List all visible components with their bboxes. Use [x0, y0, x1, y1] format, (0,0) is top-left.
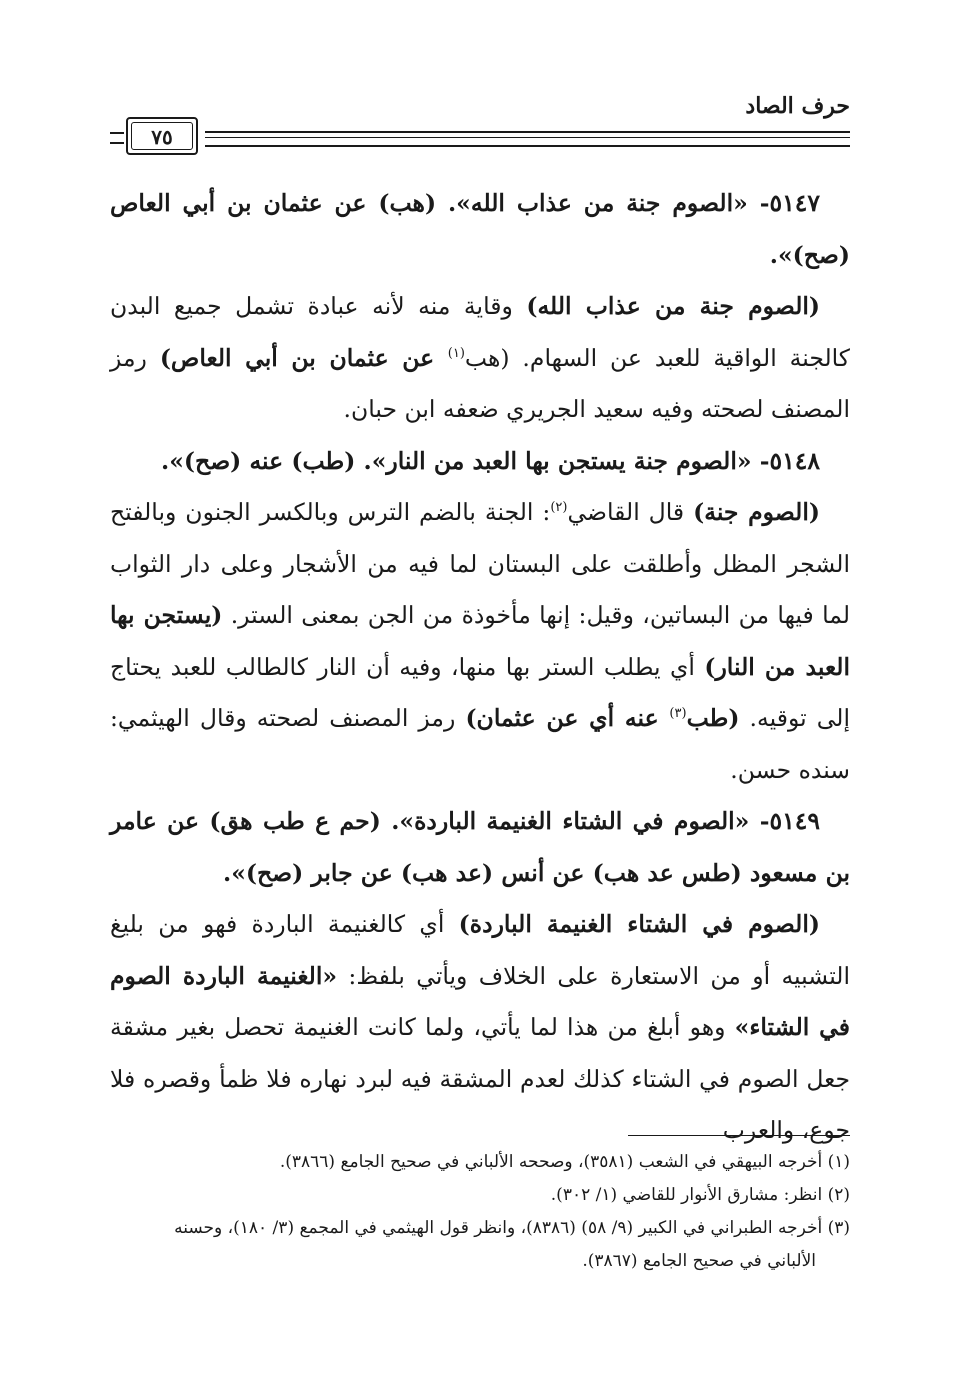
footnote-2: (٢) انظر: مشارق الأنوار للقاضي (١/ ٣٠٢). [550, 1185, 850, 1205]
commentary-span: قال القاضي [567, 498, 694, 526]
commentary-span: وقاية منه لأنه عبادة تشمل جميع البدن كالجنة الواقية للعبد عن السهام. (هب [110, 292, 850, 372]
footnotes [110, 1146, 850, 1278]
page-number-frame [126, 117, 198, 155]
commentary-span: «الغنيمة الباردة الصوم في الشتاء» [110, 961, 850, 1041]
commentary-5147 [110, 281, 850, 436]
footnote-ref-3[interactable]: (٣) [669, 706, 687, 722]
footnote-1: (١) أخرجه البيهقي في الشعب (٣٥٨١)، وصححه الألباني في صحيح الجامع (٣٨٦٦). [279, 1152, 850, 1172]
footnote-3-continued: الألباني في صحيح الجامع (٣٨٦٧). [582, 1251, 816, 1271]
commentary-span: عن عثمان بن أبي العاص) [159, 343, 448, 372]
running-title: حرف الصاد [745, 93, 850, 119]
commentary-span: (طب [686, 704, 740, 732]
footnote-3: (٣) أخرجه الطبراني في الكبير (٩/ ٥٨) (٨٣٨٦)، وانظر قول الهيثمي في المجمع (٣/ ١٨٠)، وحسنه [174, 1218, 850, 1238]
commentary-span: (يستجن بها العبد من النار) [110, 601, 850, 681]
header-rule-end [110, 132, 124, 144]
commentary-span: (الصوم جنة من عذاب الله) [526, 292, 820, 320]
hadith-5148: ٥١٤٨- «الصوم جنة يستجن بها العبد من النار». (طب) عنه (صح)». [161, 446, 820, 475]
footnote-ref-1[interactable]: (١) [447, 345, 465, 361]
hadith-5149: ٥١٤٩- «الصوم في الشتاء الغنيمة الباردة». (حم ع طب هق) عن عامر بن مسعود (طس عد هب) عن أنس (عد هب) عن جابر (صح)». [110, 807, 850, 887]
page-number: ٧٥ [151, 125, 173, 149]
commentary-span: أي يطلب الستر بها منها، وفيه أن النار كالطالب للعبد يحتاج إلى توقيه. [110, 652, 850, 732]
hadith-5147: ٥١٤٧- «الصوم جنة من عذاب الله». (هب) عن عثمان بن أبي العاص (صح)». [110, 189, 850, 269]
commentary-span: وهو أبلغ من هذا لما يأتي، ولما كانت الغنيمة تحصل بغير مشقة جعل الصوم في الشتاء كذلك لعدم المشقة فيه لبرد نهاره فلا ظمأ وقصره فلا جوع، والعرب [110, 1013, 850, 1144]
commentary-span: أي كالغنيمة الباردة فهو من بليغ التشبيه أو من الاستعارة على الخلاف ويأتي بلفظ: [110, 910, 850, 990]
footnote-ref-2[interactable]: (٢) [550, 500, 568, 516]
commentary-span: : الجنة بالضم الترس وبالكسر الجنون وبالفتح الشجر المظل وأطلقت على البستان لما فيه من الأشجار وعلى دار الثواب لما فيها من البساتين، وقيل: إنها مأخوذة من الجن بمعنى الستر. [110, 498, 850, 629]
commentary-span: رمز المصنف لصحته وفيه سعيد الجريري ضعفه ابن حبان. [110, 343, 850, 423]
commentary-span: (الصوم في الشتاء الغنيمة الباردة) [458, 910, 820, 938]
commentary-5148 [110, 487, 850, 796]
commentary-span: رمز المصنف لصحته وقال الهيثمي: سنده حسن. [110, 704, 850, 784]
footnote-separator [628, 1135, 850, 1136]
commentary-span: عنه أي عن عثمان) [465, 704, 670, 732]
header-rule [205, 131, 850, 147]
commentary-5149 [110, 899, 850, 1157]
commentary-span: (الصوم جنة) [693, 498, 820, 526]
main-text [110, 178, 850, 1157]
